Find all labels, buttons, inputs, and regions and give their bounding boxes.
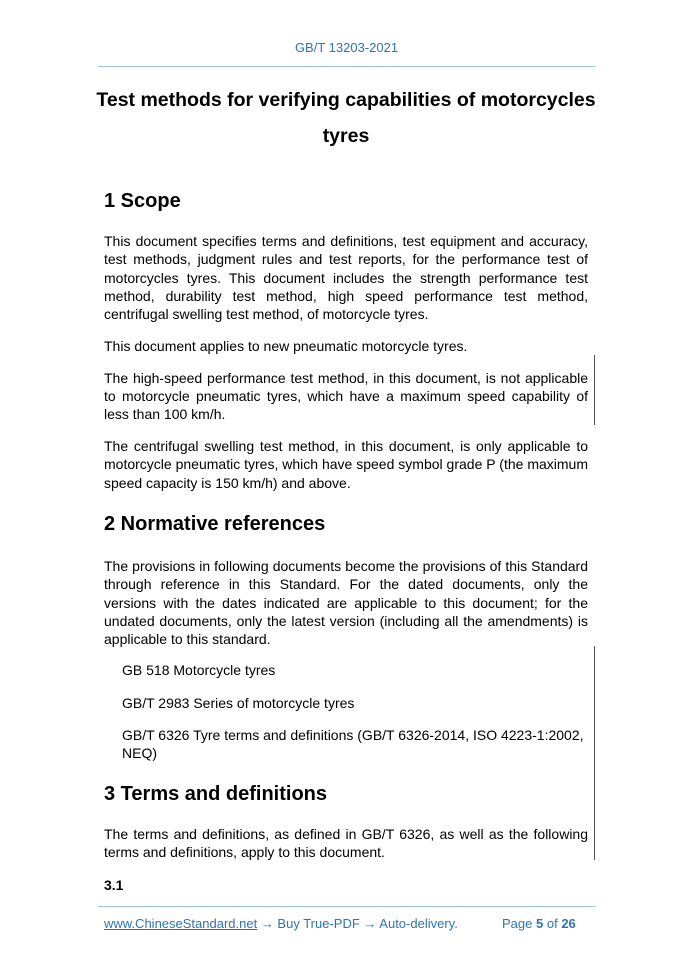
header-rule [98,66,596,67]
section-heading-normative-references: 2 Normative references [104,513,326,536]
title-line-1: Test methods for verifying capabilities of motorcycles [96,89,596,111]
footer-rule [98,906,596,907]
footer-text: → Buy True-PDF → Auto-delivery. [257,916,458,931]
page-total: 26 [561,916,576,931]
section-heading-terms: 3 Terms and definitions [104,782,327,805]
paragraph: This document applies to new pneumatic motorcycle tyres. [104,337,468,354]
page-number: 5 [536,916,544,931]
section-heading-scope: 1 Scope [104,190,181,212]
reference-item: GB 518 Motorcycle tyres [122,662,276,679]
footer-promo [104,916,458,931]
footer-link[interactable]: www.ChineseStandard.net [104,916,258,931]
reference-item: GB/T 6326 Tyre terms and definitions (GB/T 6326-2014, ISO 4223-1:2002, NEQ) [122,726,584,762]
title-line-2: tyres [322,125,370,147]
of-label: of [546,916,558,931]
paragraph: The provisions in following documents become the provisions of this Standard through reference in this Standard. For the dated documents, only the versions with the dates indicated are applicable to this document; for the undated documents, only the latest version (including all the amendments) is applicable to this standard. [104,558,588,648]
paragraph: The centrifugal swelling test method, in this document, is only applicable to motorcycle pneumatic tyres, which have speed symbol grade P (the maximum speed capacity is 150 km/h) and above. [104,438,588,491]
reference-item: GB/T 2983 Series of motorcycle tyres [122,694,355,711]
clause-number: 3.1 [104,876,124,893]
document-body [96,82,596,894]
page-indicator [502,916,576,931]
paragraph: The high-speed performance test method, in this document, is not applicable to motorcycle pneumatic tyres, which have a maximum speed capability of less than 100 km/h. [104,369,588,423]
header-doc-number: GB/T 13203-2021 [294,40,399,55]
change-bar [594,646,595,860]
page-label: Page [502,916,533,931]
change-bar [594,355,595,425]
paragraph: The terms and definitions, as defined in GB/T 6326, as well as the following terms and definitions, apply to this document. [104,825,588,861]
paragraph: This document specifies terms and definitions, test equipment and accuracy, test methods, judgment rules and test reports, for the performance test of motorcycles tyres. This document includes the strength performance test method, durability test method, high speed performance test method, centrifugal swelling test method, of motorcycle tyres. [104,233,588,323]
